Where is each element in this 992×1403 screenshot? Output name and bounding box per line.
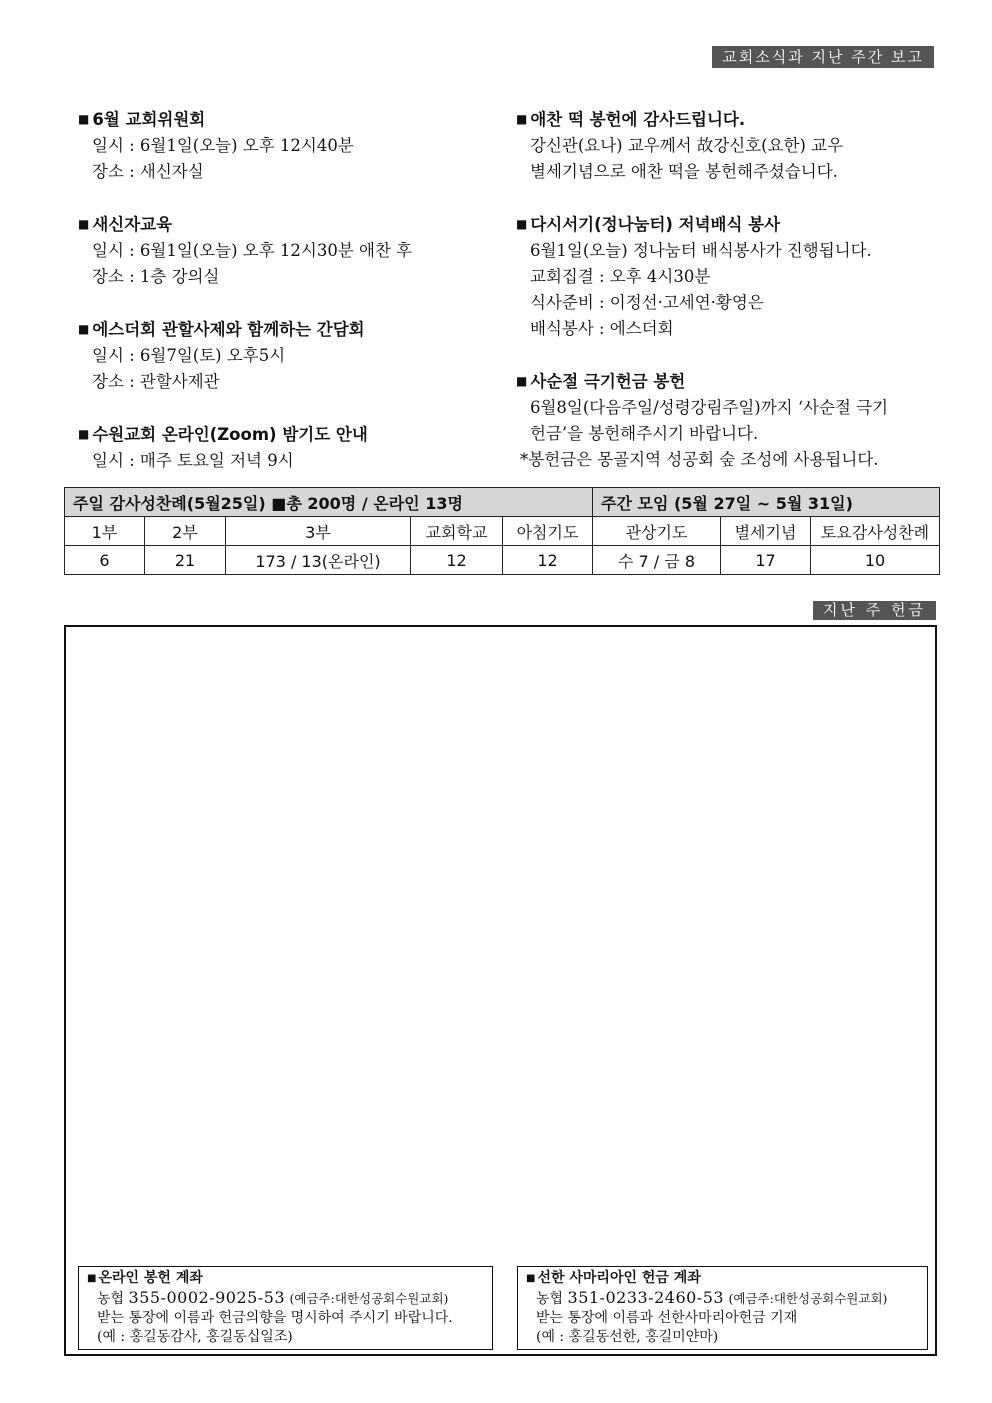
table-cell: 교회학교 xyxy=(411,517,503,546)
account-title: ■ 온라인 봉헌 계좌 xyxy=(87,1270,203,1286)
table-cell: 토요감사성찬례 xyxy=(811,517,940,546)
news-item-title: ■ 에스더회 관할사제와 함께하는 간담회 xyxy=(78,320,365,339)
square-bullet-icon: ■ xyxy=(516,374,528,388)
sunday-service-header: 주일 감사성찬례(5월25일) ■총 200명 / 온라인 13명 xyxy=(65,488,593,517)
table-cell: 수 7 / 금 8 xyxy=(593,546,721,575)
news-right-column xyxy=(516,106,946,499)
attendance-header-row xyxy=(65,488,940,517)
account-bank: 농협 xyxy=(97,1291,125,1307)
good-samaritan-account-box xyxy=(517,1266,928,1350)
news-item-title: ■ 새신자교육 xyxy=(78,215,173,234)
online-offering-account-box xyxy=(78,1266,493,1350)
table-cell: 12 xyxy=(411,546,503,575)
account-instruction: 받는 통장에 이름과 선한사마리아헌금 기재 xyxy=(536,1310,798,1326)
news-item-line: 교회집결 : 오후 4시30분 xyxy=(530,267,711,286)
news-item-line: 배식봉사 : 에스더회 xyxy=(530,319,674,338)
account-holder: (예금주:대한성공회수원교회) xyxy=(728,1291,888,1306)
news-item-line: 일시 : 6월1일(오늘) 오후 12시30분 애찬 후 xyxy=(92,241,413,260)
news-item-line: 6월1일(오늘) 정나눔터 배식봉사가 진행됩니다. xyxy=(530,241,872,260)
account-instruction: 받는 통장에 이름과 헌금의향을 명시하여 주시기 바랍니다. xyxy=(97,1310,453,1326)
square-bullet-icon: ■ xyxy=(516,112,528,126)
news-item-esther-meeting xyxy=(78,316,498,395)
attendance-value-row xyxy=(65,546,940,575)
news-item-line: 6월8일(다음주일/성령강림주일)까지 ‘사순절 극기 xyxy=(530,398,889,417)
news-item-zoom-prayer xyxy=(78,421,498,474)
table-cell: 6 xyxy=(65,546,145,575)
account-number: 351-0233-2460-53 xyxy=(567,1288,725,1307)
table-cell: 3부 xyxy=(226,517,411,546)
table-cell: 1부 xyxy=(65,517,145,546)
account-bank: 농협 xyxy=(536,1291,564,1307)
news-item-line: 장소 : 관할사제관 xyxy=(92,372,220,391)
section-header-tag: 교회소식과 지난 주간 보고 xyxy=(712,46,934,68)
square-bullet-icon: ■ xyxy=(526,1273,536,1284)
news-item-title: ■ 6월 교회위원회 xyxy=(78,110,206,129)
square-bullet-icon: ■ xyxy=(516,217,528,231)
weekly-meeting-header: 주간 모임 (5월 27일 ~ 5월 31일) xyxy=(593,488,940,517)
table-cell: 173 / 13(온라인) xyxy=(226,546,411,575)
offering-box xyxy=(64,625,937,1356)
news-item-line: 일시 : 매주 토요일 저녁 9시 xyxy=(92,451,294,470)
account-holder: (예금주:대한성공회수원교회) xyxy=(289,1291,449,1306)
news-item-line: 별세기념으로 애찬 떡을 봉헌해주셨습니다. xyxy=(530,162,838,181)
account-number: 355-0002-9025-53 xyxy=(128,1288,286,1307)
table-cell: 관상기도 xyxy=(593,517,721,546)
table-cell: 21 xyxy=(145,546,226,575)
news-item-committee xyxy=(78,106,498,185)
account-example: (예 : 홍길동선한, 홍길미얀마) xyxy=(536,1329,719,1345)
news-left-column xyxy=(78,106,498,500)
table-cell: 12 xyxy=(503,546,593,575)
attendance-label-row xyxy=(65,517,940,546)
news-item-line: 장소 : 1층 강의실 xyxy=(92,267,220,286)
square-bullet-icon: ■ xyxy=(78,427,90,441)
news-item-title: ■ 다시서기(정나눔터) 저녁배식 봉사 xyxy=(516,215,781,234)
table-cell: 17 xyxy=(721,546,811,575)
news-item-line: 식사준비 : 이정선·고세연·황영은 xyxy=(530,293,764,312)
square-bullet-icon: ■ xyxy=(78,112,90,126)
account-number-line xyxy=(87,1288,484,1309)
table-cell: 10 xyxy=(811,546,940,575)
news-item-line: 일시 : 6월1일(오늘) 오후 12시40분 xyxy=(92,136,354,155)
table-cell: 2부 xyxy=(145,517,226,546)
news-item-line: 일시 : 6월7일(토) 오후5시 xyxy=(92,346,286,365)
table-cell: 아침기도 xyxy=(503,517,593,546)
news-item-newcomer-education xyxy=(78,211,498,290)
news-item-note: *봉헌금은 몽골지역 성공회 숲 조성에 사용됩니다. xyxy=(520,450,879,469)
offering-section-tag: 지난 주 헌금 xyxy=(813,601,936,620)
news-item-line: 강신관(요나) 교우께서 故강신호(요한) 교우 xyxy=(530,136,844,155)
attendance-table xyxy=(64,487,940,575)
square-bullet-icon: ■ xyxy=(87,1273,97,1284)
news-item-title: ■ 수원교회 온라인(Zoom) 밤기도 안내 xyxy=(78,425,368,444)
square-bullet-icon: ■ xyxy=(78,322,90,336)
news-item-rice-cake-thanks xyxy=(516,106,946,185)
account-example: (예 : 홍길동감사, 홍길동십일조) xyxy=(97,1329,293,1345)
news-item-lent-offering xyxy=(516,368,946,473)
news-item-line: 헌금’을 봉헌해주시기 바랍니다. xyxy=(530,424,759,443)
square-bullet-icon: ■ xyxy=(78,217,90,231)
news-item-title: ■ 애찬 떡 봉헌에 감사드립니다. xyxy=(516,110,746,129)
account-title: ■ 선한 사마리아인 헌금 계좌 xyxy=(526,1270,701,1286)
news-item-line: 장소 : 새신자실 xyxy=(92,162,204,181)
account-number-line xyxy=(526,1288,919,1309)
news-item-meal-service xyxy=(516,211,946,342)
table-cell: 별세기념 xyxy=(721,517,811,546)
news-item-title: ■ 사순절 극기헌금 봉헌 xyxy=(516,372,686,391)
